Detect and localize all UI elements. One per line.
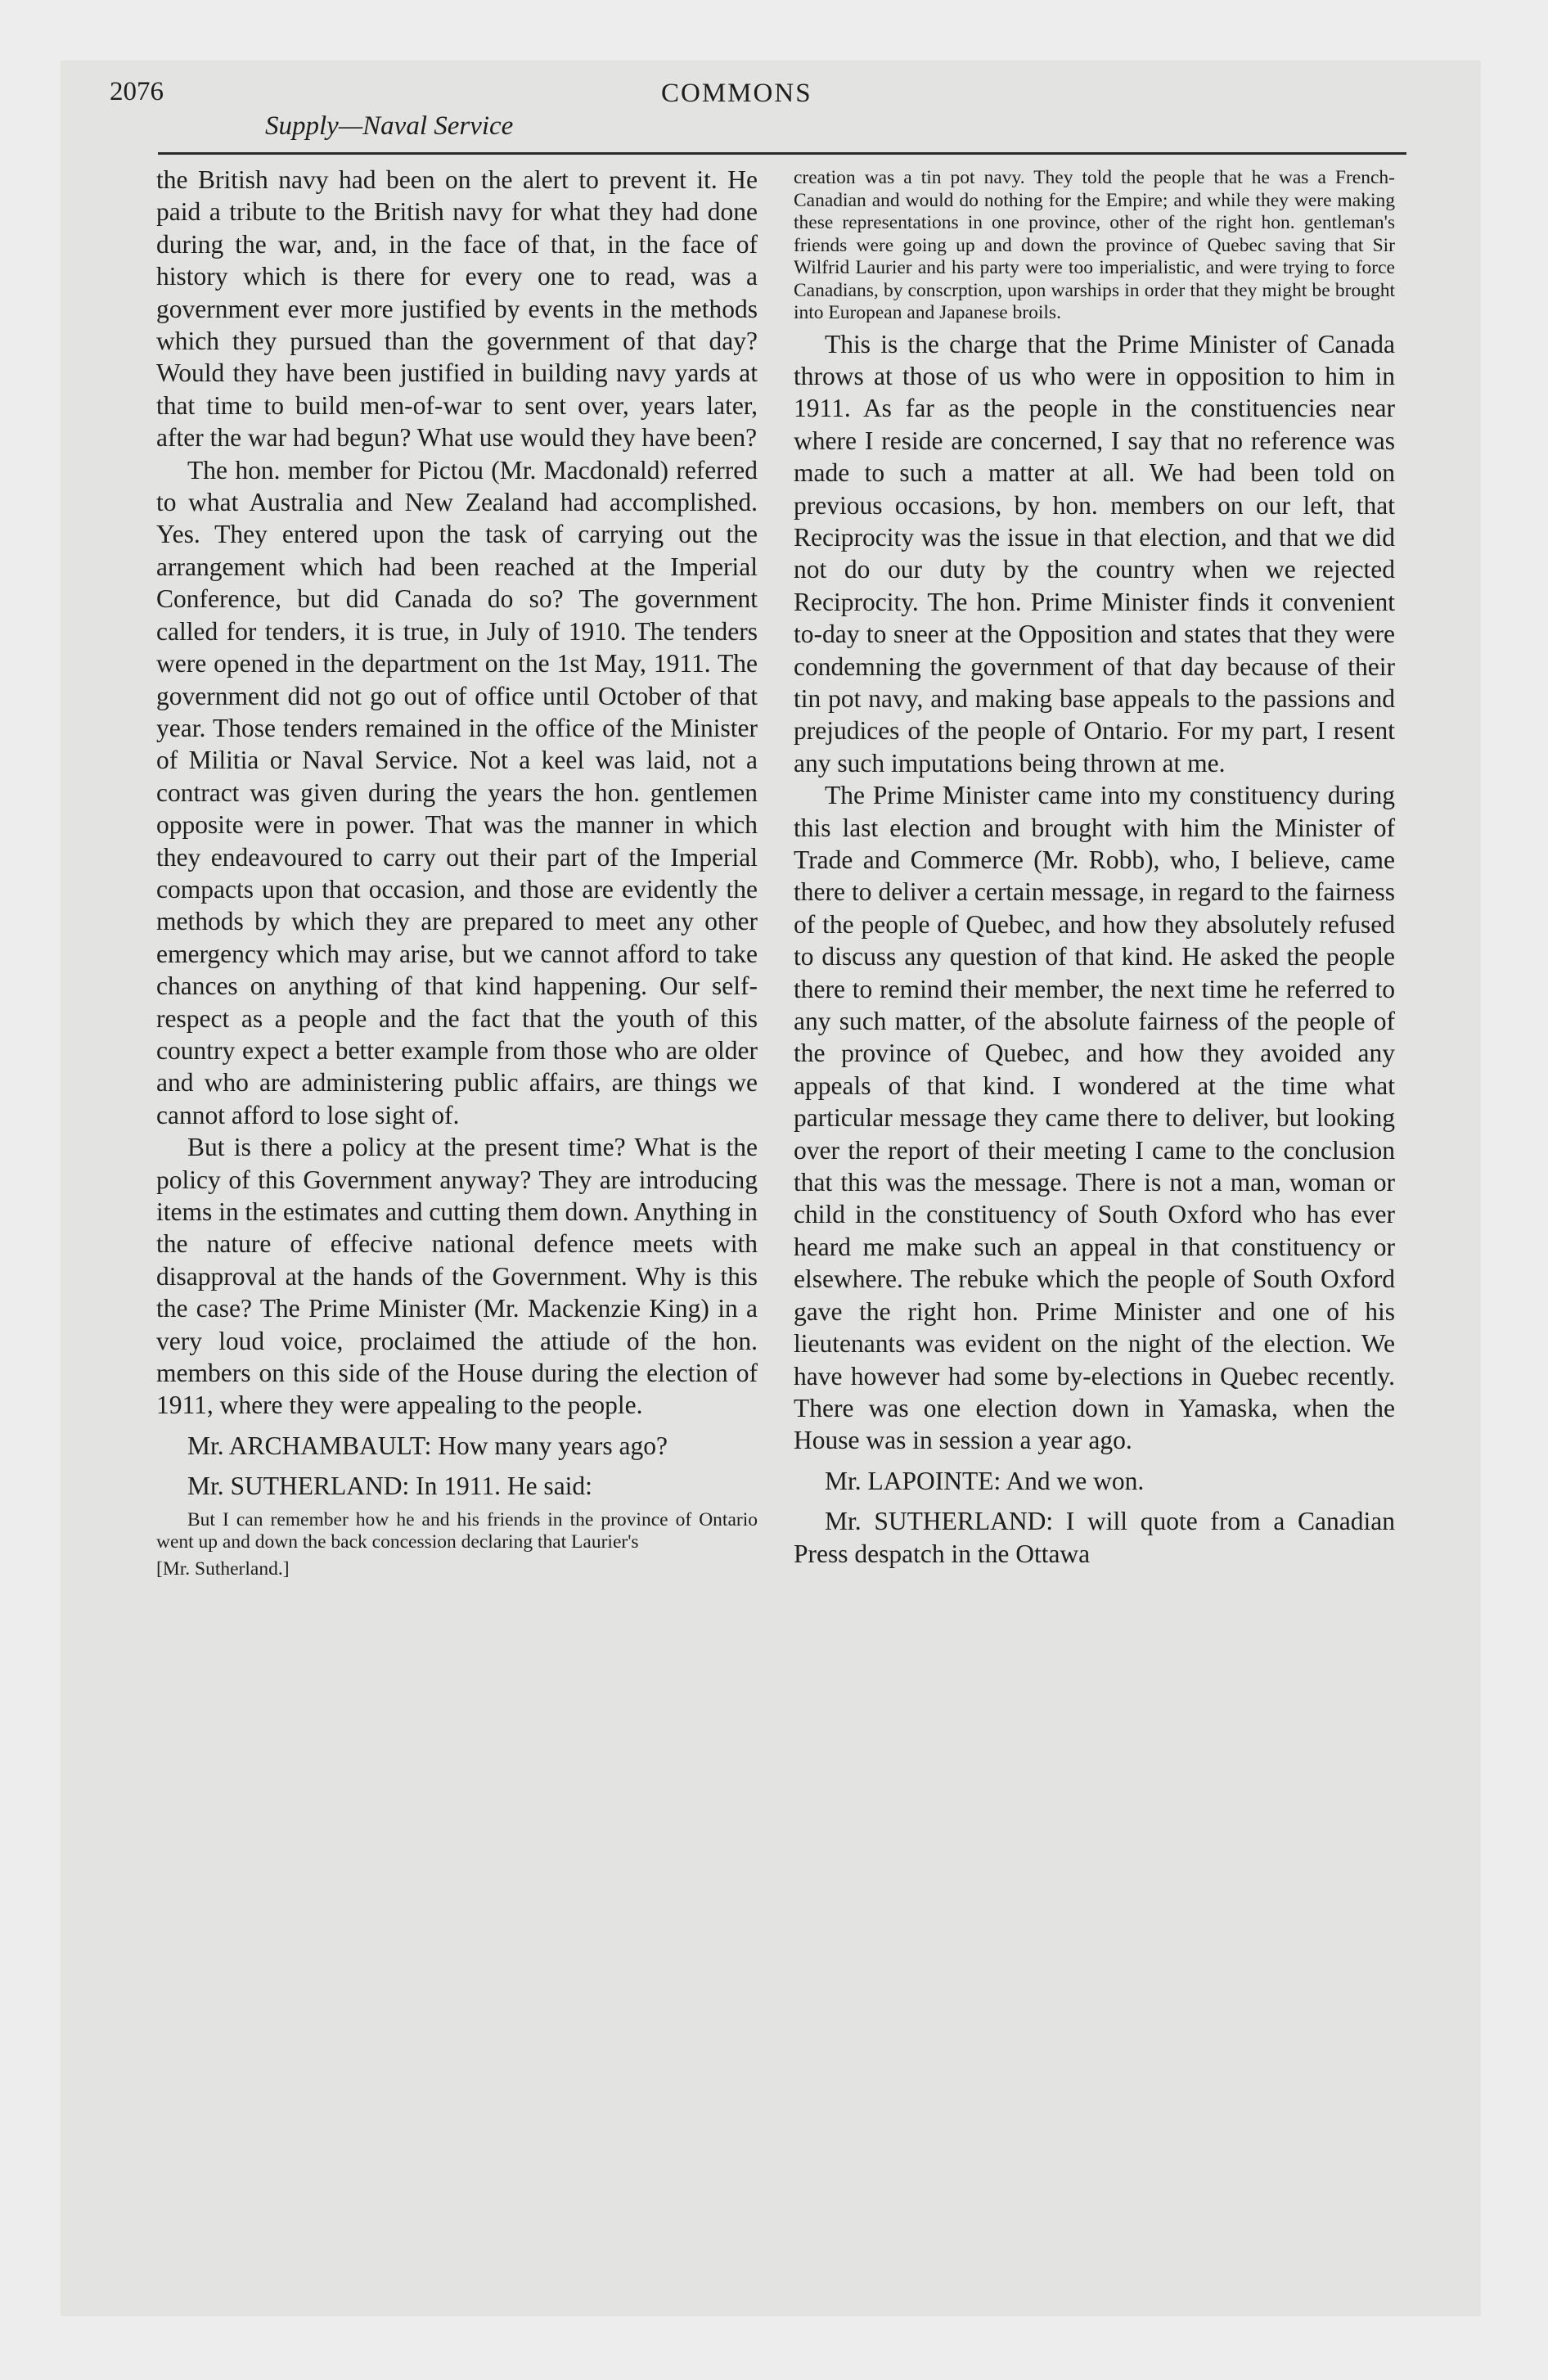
speaker-paragraph: Mr. ARCHAMBAULT: How many years ago? — [187, 1431, 668, 1460]
running-head-chamber: COMMONS — [661, 79, 812, 108]
running-head-subject: Supply—Naval Service — [265, 111, 514, 141]
paragraph: The hon. member for Pictou (Mr. Macdonald) referred to what Australia and New Zealand had accomplished. Yes. They entered upon the task of carrying out the arrangement which had been reached at the Imperial Conference, but did Canada do so? The government called for tenders, it is true, in July of 1910. The tenders were opened in the department on the 1st May, 1911. The government did not go out of office until October of that year. Those tenders remained in the office of the Minister of Militia or Naval Service. Not a keel was laid, not a contract was given during the years the hon. gentlemen opposite were in power. That was the manner in which they endeavoured to carry out their part of the Imperial compacts upon that occasion, and those are evidently the methods by which they are prepared to meet any other emergency which may arise, but we cannot afford to take chances on anything of that kind happening. Our self-respect as a people and the fact that the youth of this country expect a better example from those who are older and who are administering public affairs, are things we cannot afford to lose sight of. — [156, 455, 758, 1129]
left-column — [156, 164, 758, 1580]
paragraph: the British navy had been on the alert to prevent it. He paid a tribute to the British navy for what they had done during the war, and, in the face of that, in the face of history which is there for every one to read, was a government ever more justified by events in the methods which they pursued than the government of that day? Would they have been justified in building navy yards at that time to build men-of-war to sent over, years later, after the war had begun? What use would they have been? — [156, 165, 758, 453]
quoted-passage: But I can remember how he and his friends in the province of Ontario went up and down the back concession declaring that Laurier's — [156, 1508, 758, 1553]
paragraph: This is the charge that the Prime Minister of Canada throws at those of us who were in opposition to him in 1911. As far as the people in the constituencies near where I reside are concerned, I say that no reference was made to such a matter at all. We had been told on previous occasions, by hon. members on our left, that Reciprocity was the issue in that election, and that we did not do our duty by the country when we rejected Reciprocity. The hon. Prime Minister finds it convenient to-day to sneer at the Opposition and states that they were condemning the government of that day because of their tin pot navy, and making base appeals to the passions and prejudices of the people of Ontario. For my part, I resent any such imputations being thrown at me. — [794, 329, 1395, 778]
header-rule — [158, 152, 1406, 155]
speaker-attribution: [Mr. Sutherland.] — [156, 1557, 290, 1580]
paragraph: The Prime Minister came into my constituency during this last election and brought with him the Minister of Trade and Commerce (Mr. Robb), who, I believe, came there to deliver a certain message, in regard to the fairness of the people of Quebec, and how they absolutely refused to discuss any question of that kind. He asked the people there to remind their member, the next time he referred to any such matter, of the absolute fairness of the people of the province of Quebec, and how they avoided any appeals of that kind. I wondered at the time what particular message they came there to deliver, but looking over the report of their meeting I came to the conclusion that this was the message. There is not a man, woman or child in the constituency of South Oxford who has ever heard me make such an appeal in that constituency or elsewhere. The rebuke which the people of South Oxford gave the right hon. Prime Minister and one of his lieutenants was evident on the night of the election. We have however had some by-elections in Quebec recently. There was one election down in Yamaska, when the House was in session a year ago. — [794, 781, 1395, 1455]
speaker-paragraph: Mr. SUTHERLAND: I will quote from a Canadian Press despatch in the Ottawa — [794, 1507, 1395, 1568]
right-column — [794, 164, 1395, 1570]
speaker-paragraph: Mr. LAPOINTE: And we won. — [825, 1466, 1145, 1495]
paragraph: But is there a policy at the present time? What is the policy of this Government anyway? They are introducing items in the estimates and cutting them down. Anything in the nature of effecive national defence meets with disapproval at the hands of the Government. Why is this the case? The Prime Minister (Mr. Mackenzie King) in a very loud voice, proclaimed the attiude of the hon. members on this side of the House during the election of 1911, where they were appealing to the people. — [156, 1133, 758, 1420]
quoted-passage: creation was a tin pot navy. They told the people that he was a French-Canadian and would do nothing for the Empire; and while they were making these representations in one province, other of the right hon. gentleman's friends were going up and down the province of Quebec saving that Sir Wilfrid Laurier and his party were too imperialistic, and were trying to force Canadians, by conscrption, upon warships in order that they might be brought into European and Japanese broils. — [794, 167, 1395, 323]
speaker-paragraph: Mr. SUTHERLAND: In 1911. He said: — [187, 1472, 592, 1501]
page-number: 2076 — [110, 77, 164, 106]
